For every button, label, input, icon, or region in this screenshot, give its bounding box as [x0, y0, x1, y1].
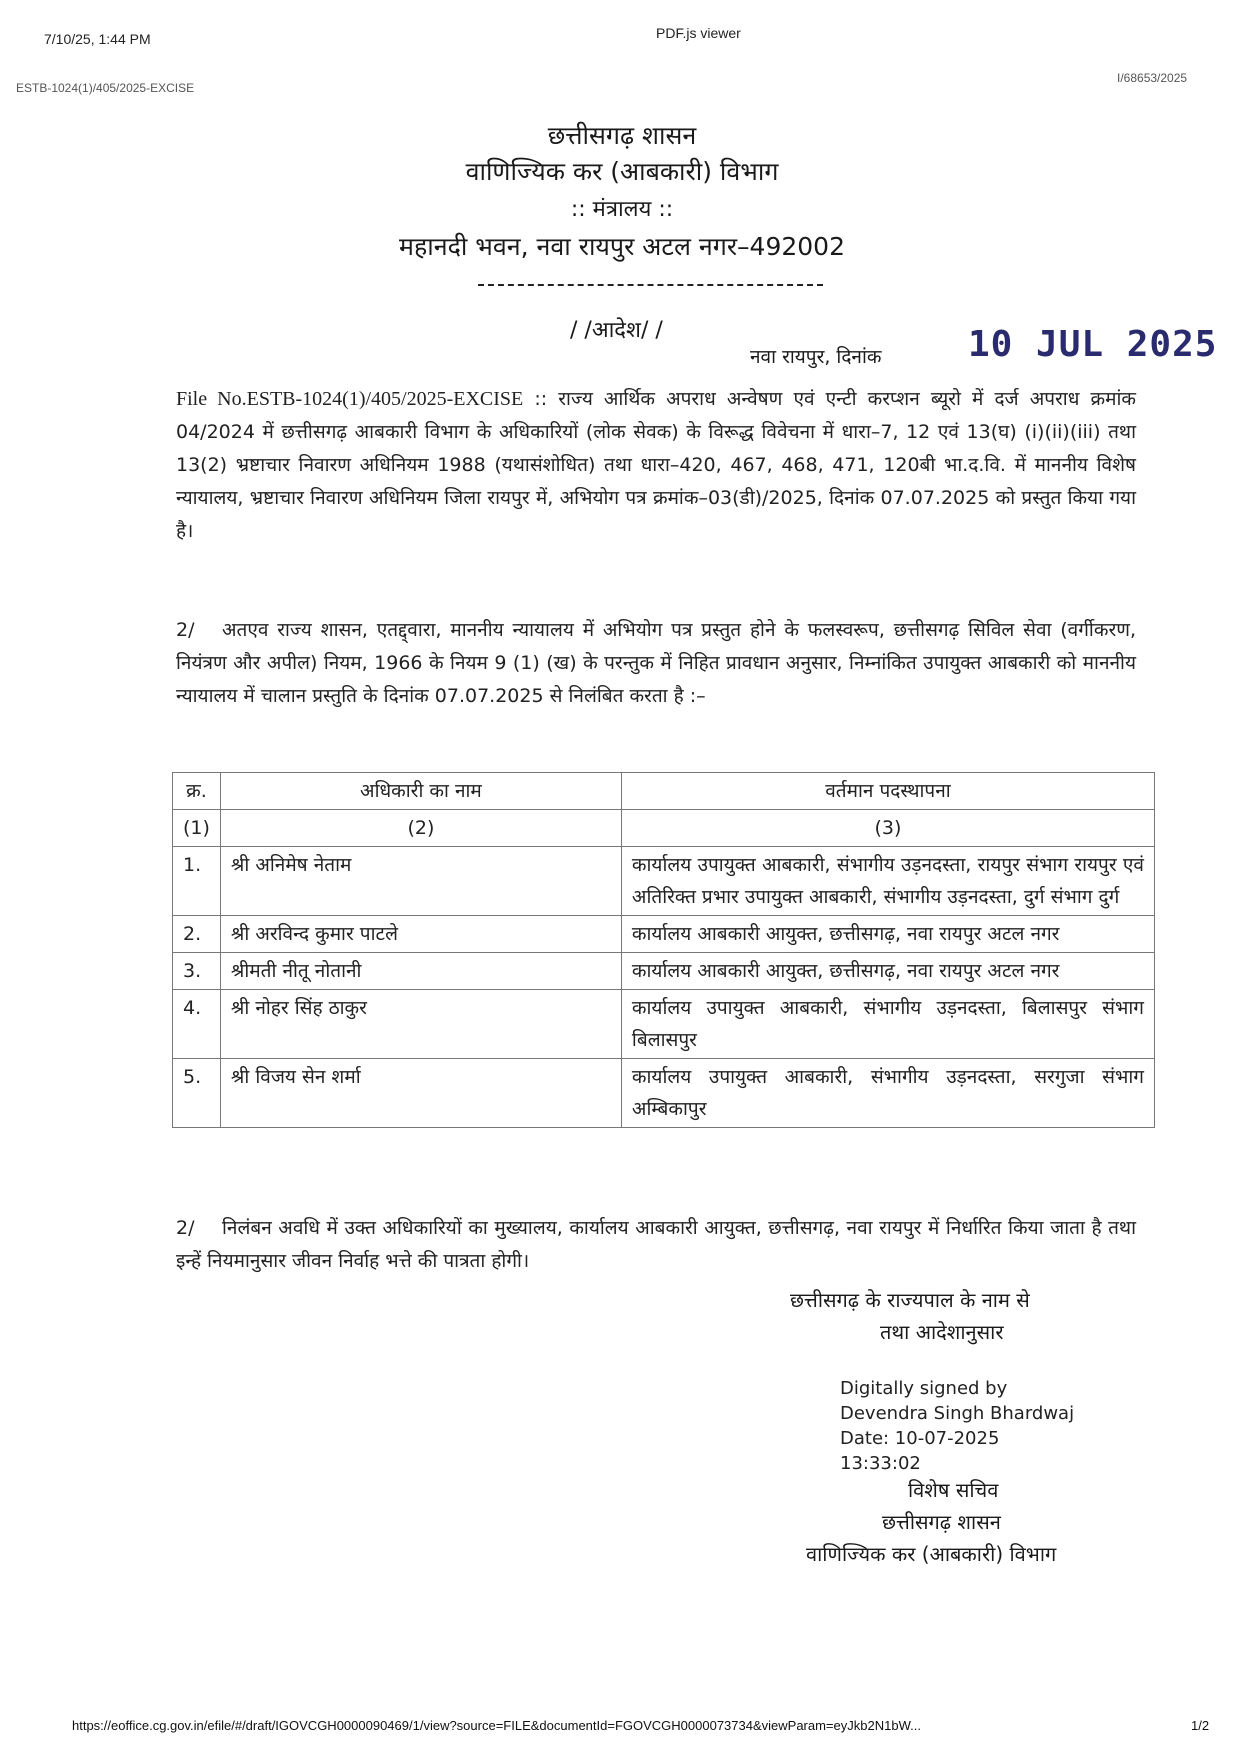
closing-line-1: छत्तीसगढ़ के राज्यपाल के नाम से	[790, 1288, 1030, 1312]
page-number: 1/2	[1191, 1718, 1210, 1733]
order-paragraph-2	[176, 614, 1136, 713]
header-current-posting: वर्तमान पदस्थापना	[621, 773, 1154, 810]
posting-cell: कार्यालय उपायुक्त आबकारी, संभागीय उड़नदस्ता, रायपुर संभाग रायपुर एवं अतिरिक्त प्रभार उपायुक्त आबकारी, संभागीय उड़नदस्ता, दुर्ग संभाग दुर्ग	[621, 847, 1154, 916]
paragraph-3-number: 2/	[176, 1217, 195, 1239]
signer-designation: विशेष सचिव	[908, 1478, 999, 1502]
table-row	[173, 953, 1155, 990]
letterhead-department: वाणिज्यिक कर (आबकारी) विभाग	[465, 157, 779, 186]
table-row	[173, 916, 1155, 953]
order-paragraph-3	[176, 1212, 1136, 1278]
table-header-row	[173, 773, 1155, 810]
date-stamp: 10 JUL 2025	[968, 324, 1218, 365]
paragraph-2-text: अतएव राज्य शासन, एतद्द्वारा, माननीय न्यायालय में अभियोग पत्र प्रस्तुत होने के फलस्वरूप, छत्तीसगढ़ सिविल सेवा (वर्गीकरण, नियंत्रण और अपील) नियम, 1966 के नियम 9 (1) (ख) के परन्तुक में निहित प्रावधान अनुसार, निम्नांकित उपायुक्त आबकारी को माननीय न्यायालय में चालान प्रस्तुति के दिनांक 07.07.2025 से निलंबित करता है :–	[176, 619, 1136, 707]
letterhead-government: छत्तीसगढ़ शासन	[547, 121, 697, 150]
table-column-number-row	[173, 810, 1155, 847]
paragraph-1-text: :: राज्य आर्थिक अपराध अन्वेषण एवं एन्टी करप्शन ब्यूरो में दर्ज अपराध क्रमांक 04/2024 में छत्तीसगढ़ आबकारी विभाग के अधिकारियों (लोक सेवक) के विरूद्ध विवेचना में धारा–7, 12 एवं 13(घ) (i)(ii)(iii) तथा 13(2) भ्रष्टाचार निवारण अधिनियम 1988 (यथासंशोधित) तथा धारा–420, 467, 468, 471, 120बी भा.द.वि. में माननीय विशेष न्यायालय, भ्रष्टाचार निवारण अधिनियम जिला रायपुर में, अभियोग पत्र क्रमांक–03(डी)/2025, दिनांक 07.07.2025 को प्रस्तुत किया गया है।	[176, 388, 1136, 542]
file-ref-mark: ESTB-1024(1)/405/2025-EXCISE	[16, 81, 195, 95]
table-row	[173, 990, 1155, 1059]
officer-name-cell: श्री अरविन्द कुमार पाटले	[220, 916, 621, 953]
letterhead-divider	[478, 284, 823, 286]
signature-line-1: Digitally signed by	[840, 1378, 1008, 1399]
paragraph-3-text: निलंबन अवधि में उक्त अधिकारियों का मुख्यालय, कार्यालय आबकारी आयुक्त, छत्तीसगढ़, नवा रायपुर में निर्धारित किया जाता है तथा इन्हें नियमानुसार जीवन निर्वाह भत्ते की पात्रता होगी।	[176, 1217, 1136, 1272]
officers-table	[172, 772, 1155, 1128]
header-serial: क्र.	[173, 773, 221, 810]
posting-cell: कार्यालय उपायुक्त आबकारी, संभागीय उड़नदस्ता, सरगुजा संभाग अम्बिकापुर	[621, 1059, 1154, 1128]
serial-cell: 3.	[173, 953, 221, 990]
paragraph-2-number: 2/	[176, 619, 195, 641]
posting-cell: कार्यालय आबकारी आयुक्त, छत्तीसगढ़, नवा रायपुर अटल नगर	[621, 953, 1154, 990]
officer-name-cell: श्री विजय सेन शर्मा	[220, 1059, 621, 1128]
place-date-label: नवा रायपुर, दिनांक	[750, 346, 882, 368]
order-paragraph-1	[176, 383, 1136, 548]
officer-name-cell: श्री अनिमेष नेताम	[220, 847, 621, 916]
signer-name: Devendra Singh Bhardwaj	[840, 1403, 1075, 1424]
closing-line-2: तथा आदेशानुसार	[880, 1320, 1004, 1344]
table-row	[173, 847, 1155, 916]
serial-cell: 5.	[173, 1059, 221, 1128]
receipt-number: I/68653/2025	[1117, 71, 1188, 85]
serial-cell: 4.	[173, 990, 221, 1059]
table-row	[173, 1059, 1155, 1128]
letterhead-ministry: :: मंत्रालय ::	[570, 197, 674, 222]
signature-date: Date: 10-07-2025	[840, 1428, 1000, 1449]
serial-cell: 1.	[173, 847, 221, 916]
letterhead-address: महानदी भवन, नवा रायपुर अटल नगर–492002	[399, 232, 845, 261]
officer-name-cell: श्रीमती नीतू नोतानी	[220, 953, 621, 990]
col-number-1: (1)	[173, 810, 221, 847]
file-number: File No.ESTB-1024(1)/405/2025-EXCISE	[176, 388, 524, 410]
officer-name-cell: श्री नोहर सिंह ठाकुर	[220, 990, 621, 1059]
posting-cell: कार्यालय उपायुक्त आबकारी, संभागीय उड़नदस्ता, बिलासपुर संभाग बिलासपुर	[621, 990, 1154, 1059]
serial-cell: 2.	[173, 916, 221, 953]
order-heading: / /आदेश/ /	[570, 318, 663, 343]
signer-government: छत्तीसगढ़ शासन	[882, 1510, 1001, 1534]
page-url: https://eoffice.cg.gov.in/efile/#/draft/IGOVCGH0000090469/1/view?source=FILE&documentId=FGOVCGH0000073734&viewParam=eyJkb2N1bW...	[72, 1718, 921, 1733]
posting-cell: कार्यालय आबकारी आयुक्त, छत्तीसगढ़, नवा रायपुर अटल नगर	[621, 916, 1154, 953]
signature-time: 13:33:02	[840, 1453, 921, 1474]
signer-department: वाणिज्यिक कर (आबकारी) विभाग	[806, 1542, 1057, 1566]
col-number-2: (2)	[220, 810, 621, 847]
header-officer-name: अधिकारी का नाम	[220, 773, 621, 810]
print-datetime: 7/10/25, 1:44 PM	[44, 31, 151, 47]
viewer-title: PDF.js viewer	[656, 25, 741, 41]
col-number-3: (3)	[621, 810, 1154, 847]
digital-signature	[840, 1376, 1074, 1476]
